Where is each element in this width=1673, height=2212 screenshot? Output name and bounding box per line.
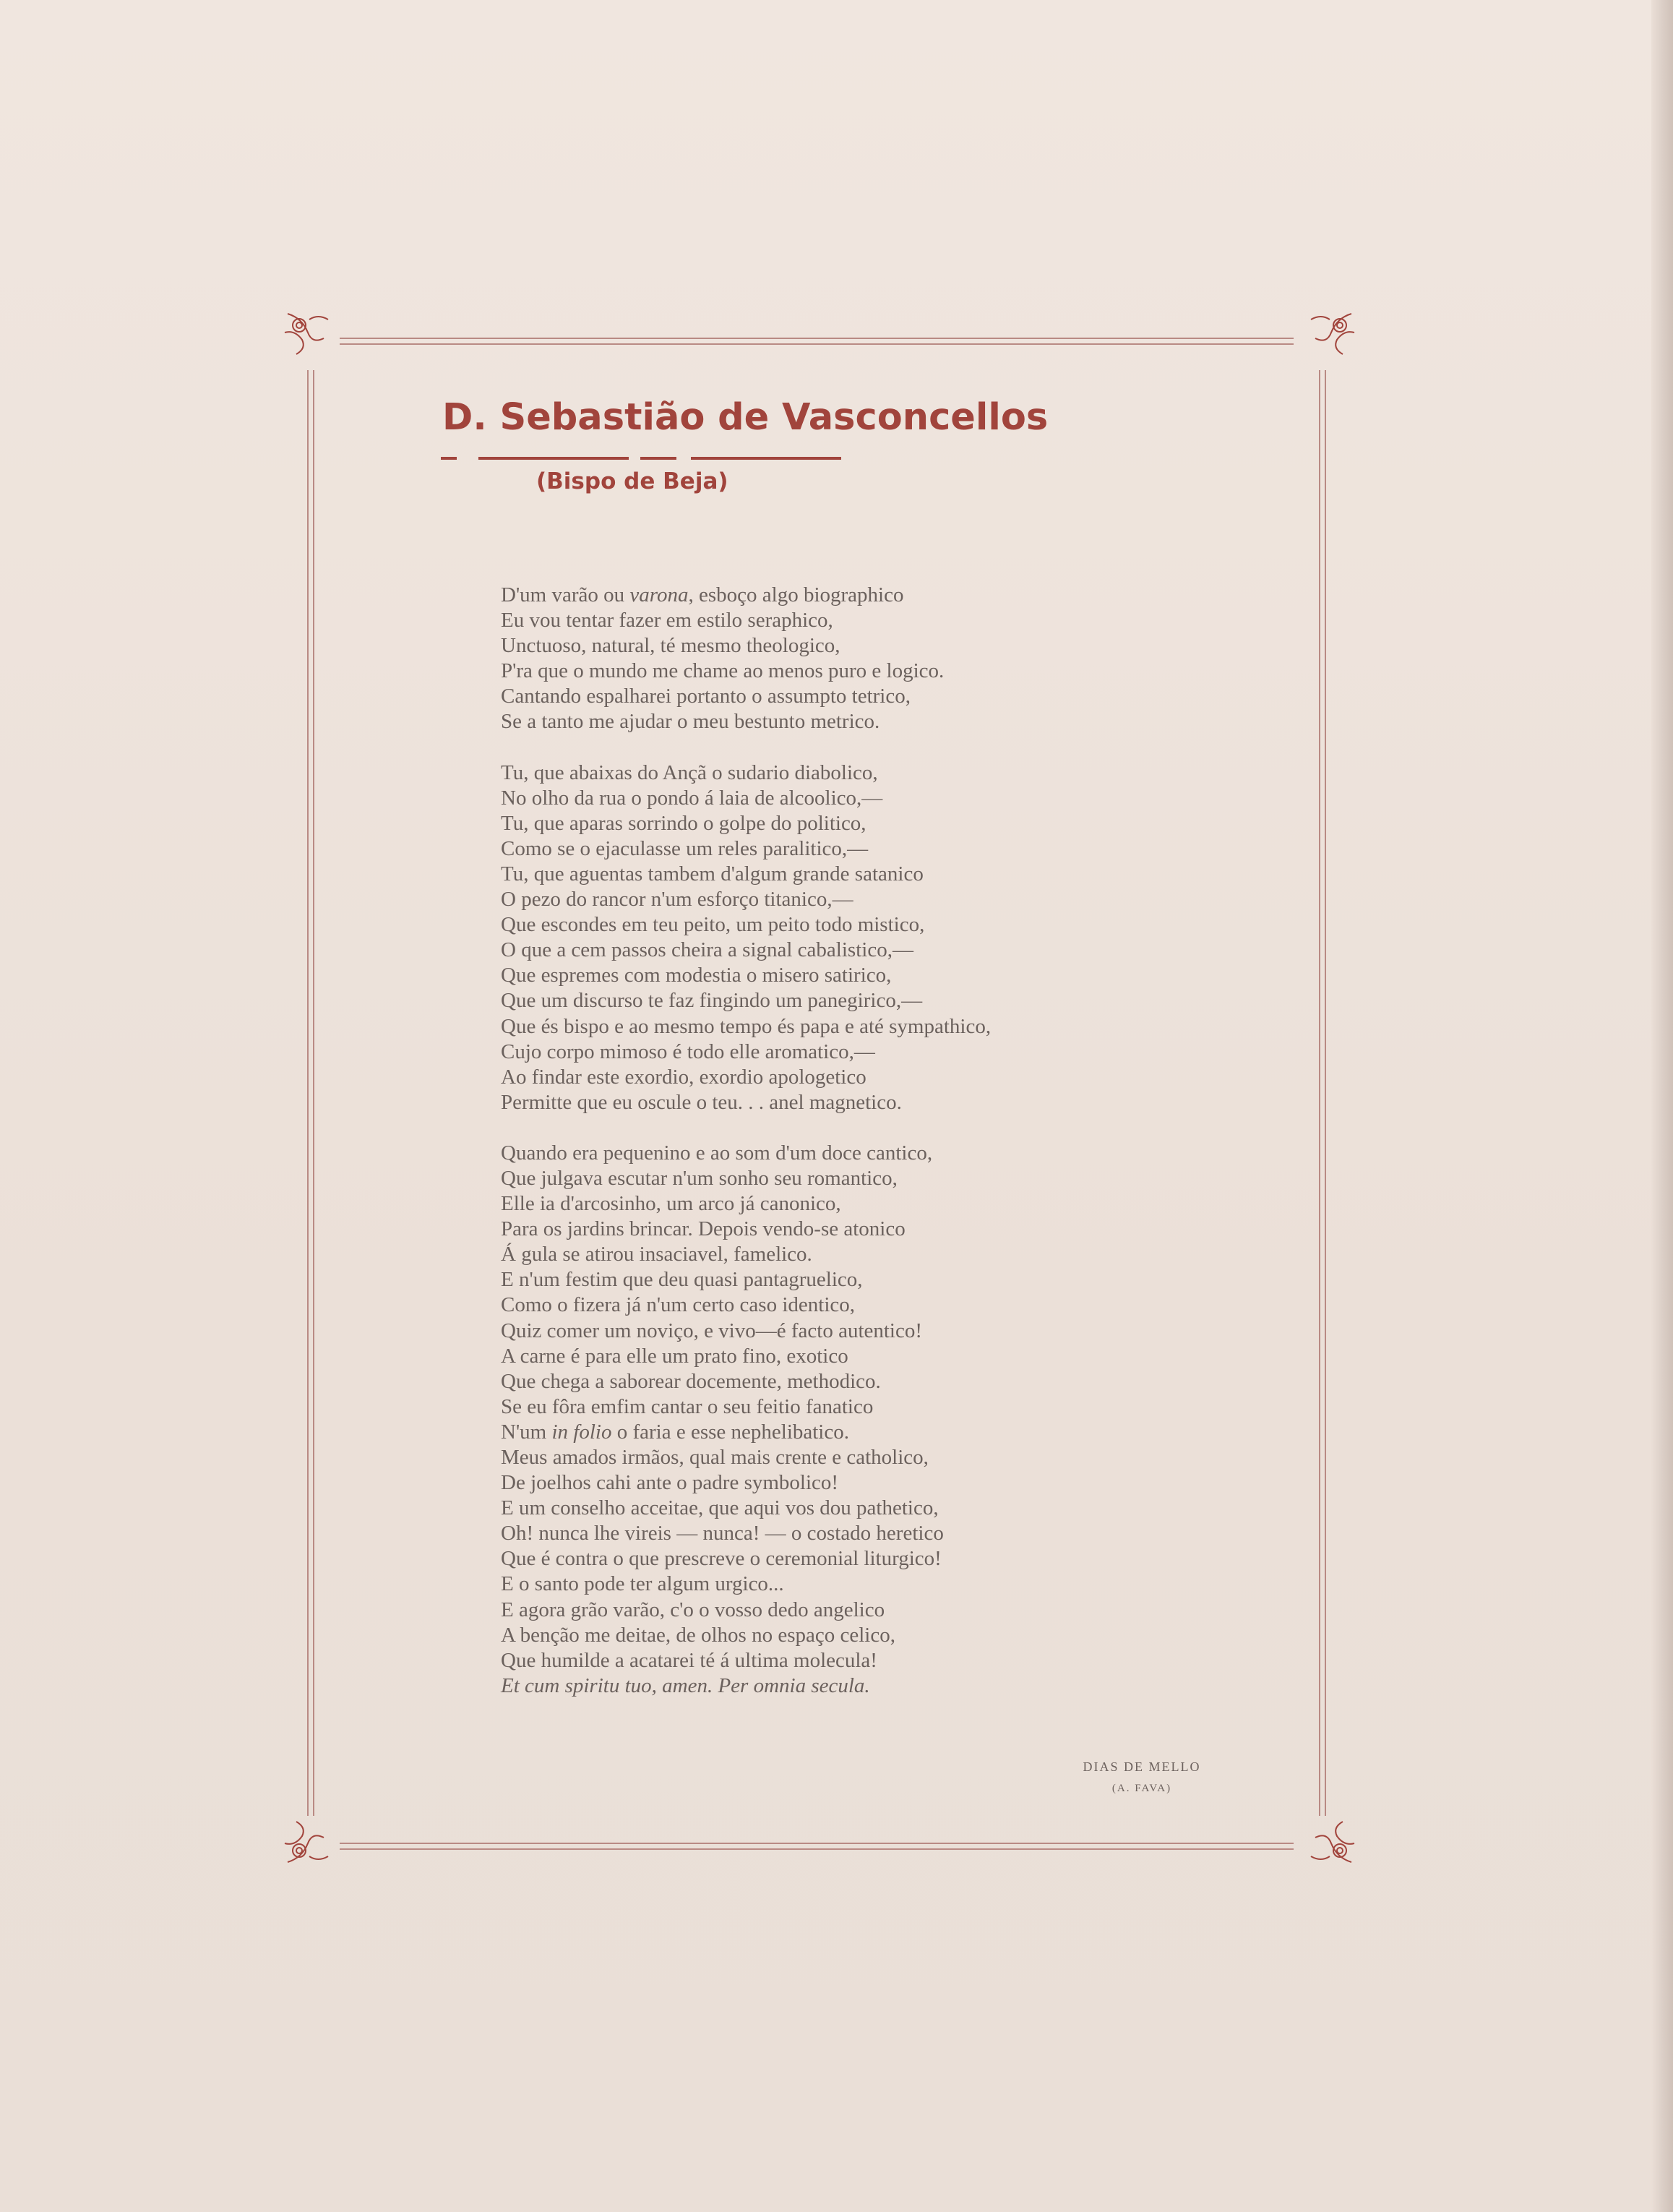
poem-line: [501, 1598, 1180, 1623]
poem-line: [501, 963, 1180, 988]
poem-line-text: Meus amados irmãos, qual mais crente e catholico,: [501, 1446, 929, 1469]
poem-line-text: Cujo corpo mimoso é todo elle aromatico,—: [501, 1039, 875, 1063]
poem-line-text: Elle ia d'arcosinho, um arco já canonico,: [501, 1192, 841, 1216]
corner-ornament-top-left-icon: [280, 304, 338, 361]
poem-line-text: Como o fizera já n'um certo caso identico,: [501, 1293, 855, 1317]
poem-line: [501, 1166, 1180, 1191]
poem-line: [501, 1242, 1180, 1267]
poem-line-text: Que espremes com modestia o misero satirico,: [501, 964, 892, 987]
poem-line-text: Cantando espalharei portanto o assumpto tetrico,: [501, 685, 911, 708]
poem-line-text: E agora grão varão, c'o o vosso dedo angelico: [501, 1598, 885, 1621]
corner-ornament-bottom-right-icon: [1301, 1814, 1359, 1872]
poem-line: [501, 1267, 1180, 1293]
poem-line-text: Que julgava escutar n'um sonho seu romantico,: [501, 1166, 898, 1190]
poem-line-text: E um conselho acceitae, que aqui vos dou pathetico,: [501, 1496, 939, 1520]
poem-line-text: Unctuoso, natural, té mesmo theologico,: [501, 634, 840, 658]
poem-line: [501, 1319, 1180, 1344]
title-underline-particle: [640, 457, 676, 460]
poem-line: [501, 912, 1180, 938]
poem-stanza: [501, 1141, 1180, 1699]
poem-line-text: Que chega a saborear docemente, methodico.: [501, 1369, 881, 1393]
poem-line-text: E o santo pode ter algum urgico...: [501, 1572, 784, 1596]
poem-line: [501, 1496, 1180, 1521]
title-surname: Vasconcellos: [782, 396, 1049, 439]
poem-line: [501, 1217, 1180, 1242]
poem-line-text: Et cum spiritu tuo, amen. Per omnia secula.: [501, 1673, 870, 1697]
poem-line-text: Que escondes em teu peito, um peito todo mistico,: [501, 913, 925, 937]
poem-line-text: P'ra que o mundo me chame ao menos puro e logico.: [501, 659, 945, 683]
page-title: [442, 396, 1049, 439]
poem-stanza: [501, 583, 1180, 735]
corner-ornament-top-right-icon: [1301, 304, 1359, 361]
title-underline-prefix: [441, 457, 457, 460]
author-signature: DIAS DE MELLO: [1083, 1759, 1201, 1774]
poem-line: [501, 709, 1180, 734]
poem-stanza: [501, 760, 1180, 1115]
page-edge: [1651, 0, 1673, 2212]
poem-line: [501, 836, 1180, 862]
poem-line-text: Eu vou tentar fazer em estilo seraphico,: [501, 609, 833, 633]
poem-line-text: Oh! nunca lhe vireis — nunca! — o costado heretico: [501, 1522, 944, 1546]
corner-ornament-bottom-left-icon: [280, 1814, 338, 1872]
poem-line-text: D'um varão ou: [501, 583, 630, 606]
poem-line-text: Permitte que eu oscule o teu. . . anel magnetico.: [501, 1090, 902, 1114]
poem-line: [501, 684, 1180, 709]
title-underline-first: [478, 457, 629, 460]
poem-line-text: De joelhos cahi ante o padre symbolico!: [501, 1471, 839, 1495]
poem-line-text: Quiz comer um noviço, e vivo—é facto autentico!: [501, 1319, 923, 1342]
poem-line: [501, 1014, 1180, 1039]
poem-line-text: Quando era pequenino e ao som d'um doce cantico,: [501, 1141, 933, 1165]
poem-line: [501, 1445, 1180, 1470]
title-first-name: Sebastião: [499, 396, 705, 439]
poem-line: [501, 1420, 1180, 1445]
poem-line-text: Como se o ejaculasse um reles paralitico,—: [501, 836, 869, 860]
poem-line: [501, 988, 1180, 1013]
poem-line-text: Tu, que aparas sorrindo o golpe do politico,: [501, 811, 866, 835]
poem-line: [501, 659, 1180, 684]
poem-line-text: Se eu fôra emfim cantar o seu feitio fanatico: [501, 1394, 874, 1418]
poem-line-text: O que a cem passos cheira a signal cabalistico,—: [501, 938, 913, 962]
poem-line: [501, 1293, 1180, 1318]
poem-line-text: No olho da rua o pondo á laia de alcoolico,—: [501, 786, 883, 810]
poem-line: [501, 1521, 1180, 1546]
page-subtitle: (Bispo de Beja): [536, 468, 728, 494]
title-particle: de: [718, 396, 770, 439]
poem-line-text: Que és bispo e ao mesmo tempo és papa e até sympathico,: [501, 1014, 992, 1038]
poem-line-text: O pezo do rancor n'um esforço titanico,—: [501, 888, 853, 912]
poem-line-text: E n'um festim que deu quasi pantagruelico,: [501, 1268, 863, 1292]
poem-line: [501, 1191, 1180, 1217]
poem-line-text: N'um: [501, 1420, 552, 1444]
poem-line: [501, 938, 1180, 963]
poem-line-emphasis: varona: [629, 583, 689, 606]
poem-line: [501, 1623, 1180, 1648]
poem-body: [501, 583, 1180, 1699]
poem-line-text: Ao findar este exordio, exordio apologetico: [501, 1065, 866, 1089]
poem-line: [501, 1039, 1180, 1065]
poem-line: [501, 1572, 1180, 1597]
poem-line-emphasis: in folio: [551, 1420, 612, 1444]
title-prefix: D.: [442, 396, 487, 439]
poem-line-text: Á gula se atirou insaciavel, famelico.: [501, 1243, 812, 1266]
poem-line: [501, 1090, 1180, 1115]
poem-line: [501, 887, 1180, 912]
poem-line: [501, 760, 1180, 786]
poem-line: [501, 1394, 1180, 1420]
poem-line: [501, 786, 1180, 811]
poem-line-text-continued: , esboço algo biographico: [688, 583, 904, 606]
poem-line-text: Se a tanto me ajudar o meu bestunto metrico.: [501, 710, 880, 734]
poem-line: [501, 1369, 1180, 1394]
poem-line: [501, 1648, 1180, 1673]
poem-line: [501, 583, 1180, 608]
poem-line: [501, 811, 1180, 836]
poem-line: [501, 1141, 1180, 1166]
poem-line-text: Tu, que aguentas tambem d'algum grande satanico: [501, 862, 924, 886]
poem-line: [501, 1470, 1180, 1496]
poem-line: [501, 1546, 1180, 1572]
poem-line: [501, 862, 1180, 887]
poem-line: [501, 1344, 1180, 1369]
poem-line-text: A benção me deitae, de olhos no espaço celico,: [501, 1623, 895, 1647]
poem-line-text: Que um discurso te faz fingindo um panegirico,—: [501, 989, 923, 1013]
author-pseudonym: (A. FAVA): [1111, 1783, 1172, 1794]
poem-line-text-continued: o faria e esse nephelibatico.: [611, 1420, 849, 1444]
poem-line: [501, 1673, 1180, 1699]
poem-line-text: Para os jardins brincar. Depois vendo-se atonico: [501, 1217, 906, 1241]
poem-line-text: Que é contra o que prescreve o ceremonial liturgico!: [501, 1547, 942, 1571]
poem-line-text: Tu, que abaixas do Ançã o sudario diabolico,: [501, 760, 878, 784]
title-underline-surname: [691, 457, 841, 460]
poem-line-text: Que humilde a acatarei té á ultima molecula!: [501, 1648, 877, 1672]
poem-line-text: A carne é para elle um prato fino, exotico: [501, 1344, 848, 1368]
poem-line: [501, 608, 1180, 633]
poem-line: [501, 1065, 1180, 1090]
poem-line: [501, 633, 1180, 659]
